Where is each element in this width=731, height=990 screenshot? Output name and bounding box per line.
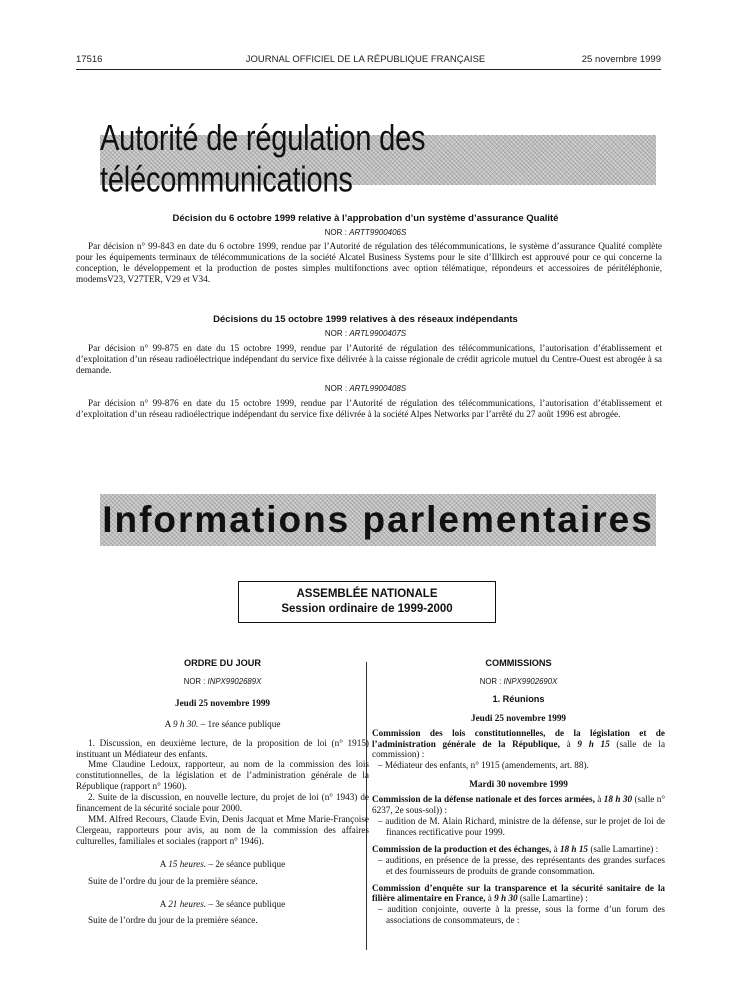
agenda-item-1: 1. Discussion, en deuxième lecture, de la proposition de loi (n° 1915) instituant un Médiateur des enfants. [76, 737, 369, 759]
commissions-date-1: Jeudi 25 novembre 1999 [470, 712, 567, 723]
info-banner-text: Informations parlementaires [102, 499, 654, 540]
session-title: Session ordinaire de 1999-2000 [281, 603, 453, 615]
agenda-item-2: 2. Suite de la discussion, en nouvelle lecture, du projet de loi (n° 1943) de financement de la sécurité sociale pour 2000. [76, 792, 369, 814]
commission-enquete-item: – audition conjointe, ouverte à la presse, sous la forme d’un forum des associations de consommateurs, de : [378, 904, 665, 926]
journal-title: JOURNAL OFFICIEL DE LA RÉPUBLIQUE FRANÇAISE [245, 54, 486, 65]
commissions-nor: NOR : INPX9902690X [479, 676, 558, 686]
commission-defense-item: – audition de M. Alain Richard, ministre de la défense, sur le projet de loi de finances rectificative pour 1999. [378, 815, 665, 837]
session-2-text: Suite de l’ordre du jour de la première séance. [88, 875, 258, 886]
agenda-nor: NOR : INPX9902689X [183, 676, 262, 686]
commission-production: Commission de la production et des échanges, à 18 h 15 (salle Lamartine) : [372, 843, 659, 854]
commission-defense: Commission de la défense nationale et des forces armées, à 18 h 30 (salle n° 6237, 2e sous-sol)) : [372, 794, 666, 816]
commission-enquete: Commission d’enquête sur la transparence et la sécurité sanitaire de la filière alimentaire en France, à 9 h 30 (salle Lamartine) : [372, 882, 665, 904]
agenda-date: Jeudi 25 novembre 1999 [174, 697, 271, 708]
art-banner-text: Autorité de régulation des télécommunications [100, 118, 426, 200]
decision-2a-text: Par décision n° 99-875 en date du 15 octobre 1999, rendue par l’Autorité de régulation des télécommunications, l’autorisation d’établissement et d’exploitation d’un réseau radioélectrique indépendant du service fixe délivrée à la caisse régionale de crédit agricole mutuel du Centre-Ouest est abrogée à sa demande. [76, 343, 662, 375]
assembly-title: ASSEMBLÉE NATIONALE [296, 588, 438, 600]
session-1-heading: A 9 h 30. – 1re séance publique [164, 718, 281, 729]
agenda-column [76, 658, 369, 926]
decision-1-title: Décision du 6 octobre 1999 relative à l’approbation d’un système d’assurance Qualité [172, 213, 559, 224]
assembly-box [238, 581, 496, 623]
info-banner [100, 494, 656, 546]
reunions-heading: 1. Réunions [492, 693, 545, 704]
agenda-item-2-rapporteurs: MM. Alfred Recours, Claude Evin, Denis Jacquat et Mme Marie-Françoise Clergeau, rapporteurs pour avis, au nom de la commission des affaires culturelles, familiales et sociales (rapport n° 1946). [76, 813, 369, 846]
session-2-heading: A 15 heures. – 2e séance publique [159, 858, 286, 869]
commissions-column [372, 658, 665, 926]
issue-date: 25 novembre 1999 [581, 54, 661, 65]
decision-2b-nor: NOR : ARTL9900408S [324, 384, 407, 393]
decision-1-text: Par décision n° 99-843 en date du 6 octobre 1999, rendue par l’Autorité de régulation des télécommunications, le système d’assurance Qualité complète pour les équipements terminaux de télécommunications de la société Alcatel Business Systems pour le site d’Illkirch est approuvé pour ce qui concerne la conception, le développement et la production de postes simples multifonctions avec option télématique, répondeurs et accessoires de péritéléphonie, modemsV23, V27TER, V29 et V34. [76, 241, 662, 284]
decision-1-nor: NOR : ARTT9900406S [324, 228, 407, 237]
commission-production-item: – auditions, en présence de la presse, des représentants des grandes surfaces et des fournisseurs de produits de grande consommation. [378, 854, 665, 876]
decision-2a-nor: NOR : ARTL9900407S [324, 329, 407, 338]
commission-lois: Commission des lois constitutionnelles, de la législation et de l’administration générale de la République, à 9 h 15 (salle de la commission) : [372, 727, 666, 760]
commissions-date-2: Mardi 30 novembre 1999 [469, 779, 568, 790]
decision-2-title: Décisions du 15 octobre 1999 relatives à des réseaux indépendants [213, 314, 518, 325]
page-number: 17516 [76, 54, 103, 65]
session-3-text: Suite de l’ordre du jour de la première séance. [88, 915, 258, 926]
commissions-heading: COMMISSIONS [485, 658, 552, 668]
art-banner [100, 118, 656, 200]
decision-2b-text: Par décision n° 99-876 en date du 15 octobre 1999, rendue par l’Autorité de régulation des télécommunications, l’autorisation d’établissement et d’exploitation d’un réseau radioélectrique indépendant du service fixe délivrée à la société Alpes Networks par l’arrêté du 27 août 1996 est abrogée. [76, 398, 662, 419]
agenda-item-1-rapporteur: Mme Claudine Ledoux, rapporteur, au nom de la commission des lois constitutionnelles, de la législation et de l’administration générale de la République (rapport n° 1960). [76, 759, 369, 792]
agenda-heading: ORDRE DU JOUR [183, 658, 262, 668]
commission-lois-item: – Médiateur des enfants, n° 1915 (amendements, art. 88). [378, 760, 589, 771]
session-3-heading: A 21 heures. – 3e séance publique [159, 898, 286, 909]
header-rule [76, 69, 661, 70]
